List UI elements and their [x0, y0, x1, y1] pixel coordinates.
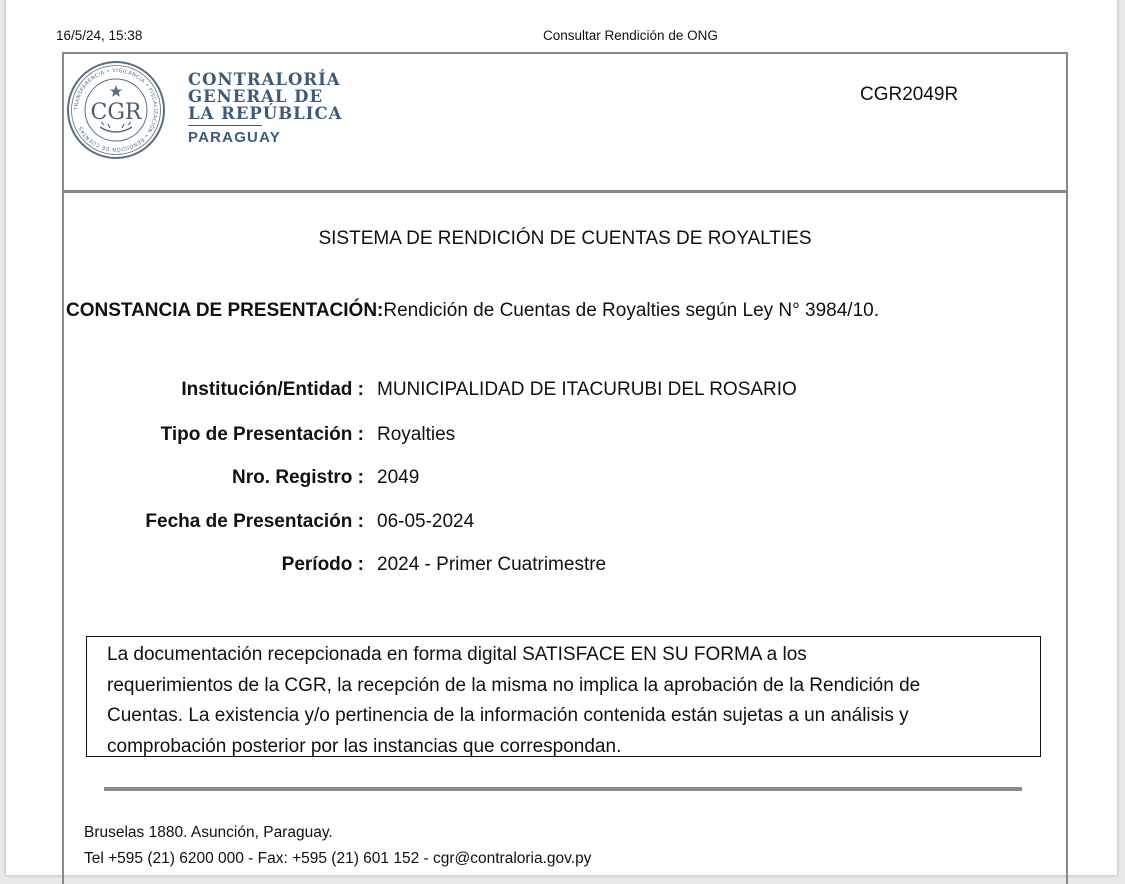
brand-line-3: LA REPÚBLICA: [188, 104, 343, 123]
field-nro-registro: [64, 467, 1064, 493]
field-value: 2024 - Primer Cuatrimestre: [377, 554, 607, 575]
seal-initials: CGR: [90, 100, 142, 125]
field-value: MUNICIPALIDAD DE ITACURUBI DEL ROSARIO: [377, 379, 797, 400]
document-page: [6, 0, 1117, 875]
field-label: Tipo de Presentación :: [160, 424, 364, 445]
seal-ring-text: TRANSPARENCIA • VIGILANCIA • FISCALIZACIÓN • RENDICIÓN DE CUENTAS: [73, 67, 159, 153]
notice-line: comprobación posterior por las instancias que correspondan.: [107, 735, 622, 757]
document-header: [64, 54, 1066, 193]
notice-box: [86, 636, 1041, 757]
notice-line: Cuentas. La existencia y/o pertinencia de la información contenida están sujetas a un análisis y: [107, 705, 909, 726]
footer-contact: Tel +595 (21) 6200 000 - Fax: +595 (21) 601 152 - cgr@contraloria.gov.py: [84, 850, 592, 867]
print-page-title: Consultar Rendición de ONG: [543, 28, 718, 43]
field-label: Fecha de Presentación :: [145, 511, 364, 532]
print-datetime: 16/5/24, 15:38: [56, 28, 143, 43]
constancia-text: Rendición de Cuentas de Royalties según Ley N° 3984/10.: [383, 300, 879, 321]
document-footer: [84, 820, 591, 872]
field-tipo-presentacion: [64, 424, 1064, 450]
cgr-seal-logo: [66, 58, 166, 162]
brand-line-1: CONTRALORÍA: [188, 70, 341, 89]
constancia-label: CONSTANCIA DE PRESENTACIÓN:: [66, 300, 384, 321]
field-label: Institución/Entidad :: [181, 379, 364, 400]
system-title: SISTEMA DE RENDICIÓN DE CUENTAS DE ROYALTIES: [318, 228, 812, 249]
notice-line: La documentación recepcionada en forma digital SATISFACE EN SU FORMA a los: [107, 644, 807, 665]
field-value: 2049: [377, 467, 420, 488]
field-fecha-presentacion: [64, 511, 1064, 537]
footer-divider: [104, 787, 1022, 791]
field-label: Período :: [281, 554, 364, 575]
field-institucion: [64, 379, 1064, 405]
field-label: Nro. Registro :: [232, 467, 364, 488]
constancia-line: [66, 300, 879, 322]
document-frame: [62, 52, 1068, 884]
notice-line: requerimientos de la CGR, la recepción de la misma no implica la aprobación de la Rendición de: [107, 674, 921, 696]
brand-line-2: GENERAL DE: [188, 87, 324, 106]
footer-address: Bruselas 1880. Asunción, Paraguay.: [84, 824, 333, 841]
document-code: CGR2049R: [860, 84, 959, 105]
field-value: Royalties: [377, 424, 456, 445]
field-periodo: [64, 554, 1064, 580]
brand-divider: [188, 125, 262, 126]
field-value: 06-05-2024: [377, 511, 475, 532]
institution-brand: [188, 71, 342, 146]
brand-country: PARAGUAY: [188, 129, 281, 146]
